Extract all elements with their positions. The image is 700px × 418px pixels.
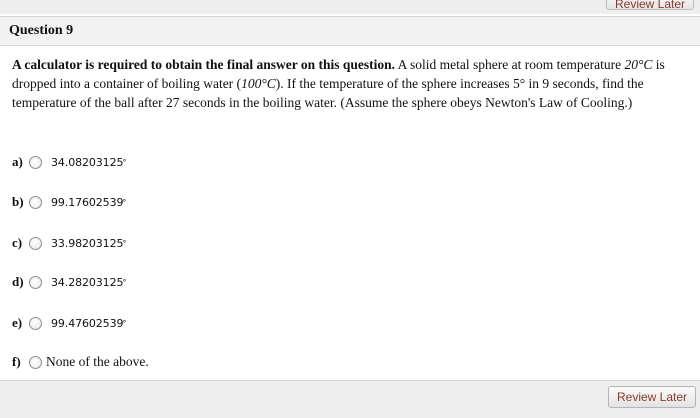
radio-button[interactable] xyxy=(29,356,42,369)
review-later-button-top[interactable]: Review Later xyxy=(606,0,694,10)
option-letter: f) xyxy=(12,354,21,369)
option-value: 34.28203125 xyxy=(51,275,124,289)
option-e[interactable] xyxy=(12,313,126,333)
option-letter: c) xyxy=(12,235,23,250)
degree-symbol: ° xyxy=(122,277,127,287)
review-later-button-bottom[interactable]: Review Later xyxy=(608,386,696,408)
option-text: None of the above. xyxy=(46,354,149,369)
option-letter: a) xyxy=(12,154,23,169)
option-c[interactable] xyxy=(12,233,126,253)
degree-symbol: ° xyxy=(122,238,127,248)
option-f[interactable] xyxy=(12,352,149,372)
degree-symbol: ° xyxy=(122,197,127,207)
option-value: 34.08203125 xyxy=(51,155,124,169)
radio-button[interactable] xyxy=(29,317,42,330)
radio-button[interactable] xyxy=(29,237,42,250)
option-a[interactable] xyxy=(12,152,126,172)
option-value: 99.17602539 xyxy=(51,195,124,209)
calculator-notice: A calculator is required to obtain the final answer on this question. xyxy=(12,57,396,72)
option-b[interactable] xyxy=(12,192,126,212)
question-body-1: A solid metal sphere at room temperature xyxy=(395,57,625,72)
question-title: Question 9 xyxy=(9,23,74,38)
radio-button[interactable] xyxy=(29,276,42,289)
top-strip xyxy=(0,0,700,14)
bottom-bar xyxy=(0,380,700,418)
option-letter: e) xyxy=(12,315,23,330)
option-letter: b) xyxy=(12,194,24,209)
question-temp-1: 20°C xyxy=(624,57,653,72)
question-text xyxy=(12,55,692,112)
degree-symbol: ° xyxy=(122,157,127,167)
radio-button[interactable] xyxy=(29,156,42,169)
degree-symbol: ° xyxy=(122,318,127,328)
question-header xyxy=(0,16,700,46)
question-body-2: is dropped into a container of boiling water ( xyxy=(12,57,665,91)
question-temp-2: 100°C xyxy=(241,76,276,91)
option-d[interactable] xyxy=(12,272,126,292)
question-body-3: ). If the temperature of the sphere increases 5° in 9 seconds, find the temperature of the ball after 27 seconds in the boiling water. (Assume the sphere obeys Newton's Law of Cooling.) xyxy=(12,76,644,110)
option-letter: d) xyxy=(12,274,24,289)
radio-button[interactable] xyxy=(29,196,42,209)
option-value: 33.98203125 xyxy=(51,236,124,250)
option-value: 99.47602539 xyxy=(51,316,124,330)
